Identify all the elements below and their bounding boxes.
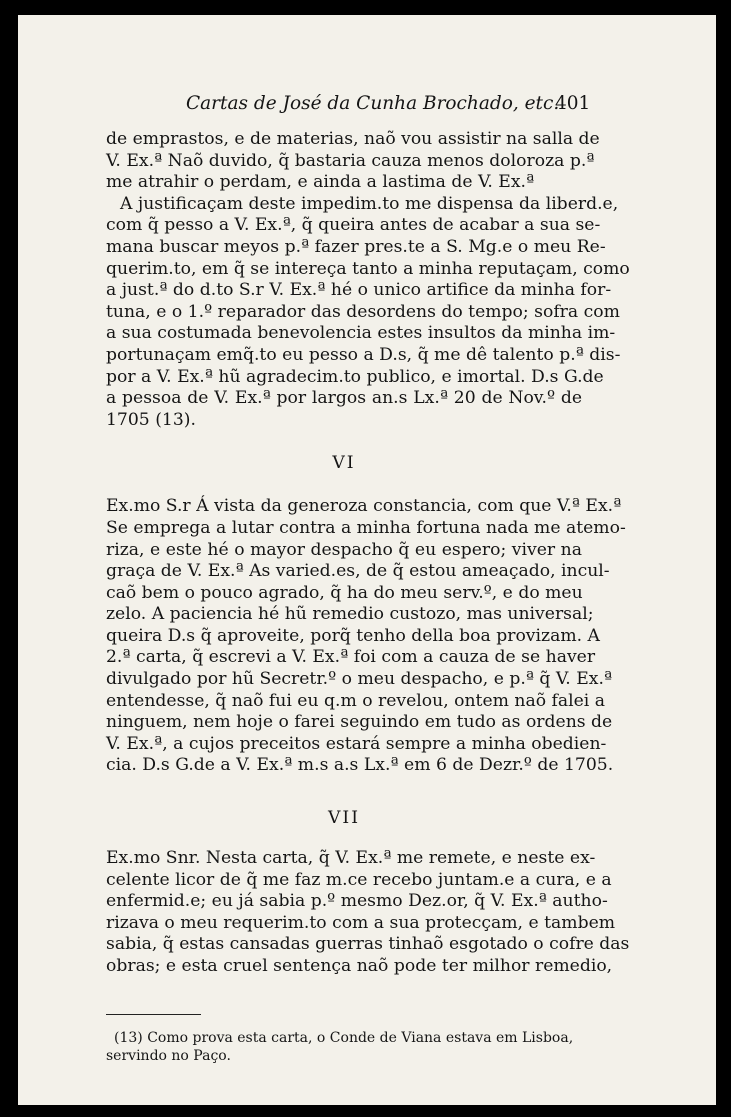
- footnote-line: (13) Como prova esta carta, o Conde de Viana estava em Lisboa,: [114, 1029, 574, 1046]
- text-line: rizava o meu requerim.to com a sua protecçam, e tambem: [106, 912, 616, 933]
- text-line: A justificaçam deste impedim.to me dispensa da liberd.e,: [120, 193, 619, 214]
- text-line: de emprastos, e de materias, naõ vou assistir na salla de: [106, 129, 600, 149]
- footnote-line: servindo no Paço.: [106, 1047, 231, 1064]
- running-head: [18, 93, 716, 123]
- text-line: celente licor de q̃ me faz m.ce recebo juntam.e a cura, e a: [106, 869, 612, 890]
- text-line: 1705 (13).: [106, 409, 196, 430]
- text-line: entendesse, q̃ naõ fui eu q.m o revelou, ontem naõ falei a: [106, 690, 606, 711]
- text-line: com q̃ pesso a V. Ex.ª, q̃ queira antes de acabar a sua se-: [106, 215, 601, 236]
- text-line: ninguem, nem hoje o farei seguindo em tudo as ordens de: [106, 712, 613, 733]
- text-line: enfermid.e; eu já sabia p.º mesmo Dez.or, q̃ V. Ex.ª autho-: [106, 891, 608, 912]
- text-line: queira D.s q̃ aproveite, porq̃ tenho della boa provizam. A: [106, 625, 600, 646]
- letter-vi: [106, 496, 626, 777]
- text-line: cia. D.s G.de a V. Ex.ª m.s a.s Lx.ª em 6 de Dezr.º de 1705.: [106, 755, 614, 776]
- text-line: a just.ª do d.to S.r V. Ex.ª hé o unico artifice da minha for-: [106, 280, 612, 301]
- text-line: obras; e esta cruel sentença naõ pode ter milhor remedio,: [106, 956, 613, 976]
- text-line: tuna, e o 1.º reparador das desordens do tempo; sofra com: [106, 301, 620, 322]
- text-line: portunaçam emq̃.to eu pesso a D.s, q̃ me dê talento p.ª dis-: [106, 344, 621, 365]
- text-line: sabia, q̃ estas cansadas guerras tinhaõ esgotado o cofre das: [106, 934, 630, 955]
- letter-v-continuation: [106, 129, 630, 431]
- footnote-rule: [106, 1014, 201, 1015]
- text-line: divulgado por hũ Secretr.º o meu despacho, e p.ª q̃ V. Ex.ª: [106, 669, 613, 690]
- text-line: a pessoa de V. Ex.ª por largos an.s Lx.ª 20 de Nov.º de: [106, 388, 582, 409]
- text-block: [106, 129, 630, 1065]
- text-line: V. Ex.ª Naõ duvido, q̃ bastaria cauza menos doloroza p.ª: [106, 150, 595, 171]
- letter-vii-heading: VII: [328, 808, 360, 829]
- text-line: zelo. A paciencia hé hũ remedio custozo, mas universal;: [106, 604, 594, 625]
- text-line: Ex.mo Snr. Nesta carta, q̃ V. Ex.ª me remete, e neste ex-: [106, 848, 596, 869]
- text-line: querim.to, em q̃ se intereça tanto a minha reputaçam, como: [106, 258, 630, 279]
- letter-vii: [106, 848, 630, 978]
- text-line: graça de V. Ex.ª As varied.es, de q̃ estou ameaçado, incul-: [106, 561, 610, 582]
- running-title: Cartas de José da Cunha Brochado, etc.: [186, 93, 560, 114]
- page-number: 401: [555, 93, 591, 114]
- text-line: riza, e este hé o mayor despacho q̃ eu espero; viver na: [106, 539, 582, 560]
- text-line: a sua costumada benevolencia estes insultos da minha im-: [106, 323, 616, 344]
- text-line: V. Ex.ª, a cujos preceitos estará sempre a minha obedien-: [106, 733, 607, 754]
- text-line: me atrahir o perdam, e ainda a lastima de V. Ex.ª: [106, 172, 535, 193]
- book-page: [18, 15, 716, 1105]
- letter-vi-heading: VI: [332, 453, 356, 474]
- text-line: Se emprega a lutar contra a minha fortuna nada me atemo-: [106, 517, 626, 538]
- footnote: [106, 1029, 582, 1065]
- text-line: Ex.mo S.r Á vista da generoza constancia, com que V.ª Ex.ª: [106, 496, 622, 517]
- text-line: por a V. Ex.ª hũ agradecim.to publico, e imortal. D.s G.de: [106, 366, 604, 387]
- text-line: mana buscar meyos p.ª fazer pres.te a S. Mg.e o meu Re-: [106, 236, 606, 257]
- text-line: 2.ª carta, q̃ escrevi a V. Ex.ª foi com a cauza de se haver: [106, 647, 596, 668]
- text-line: caõ bem o pouco agrado, q̃ ha do meu serv.º, e do meu: [106, 582, 583, 603]
